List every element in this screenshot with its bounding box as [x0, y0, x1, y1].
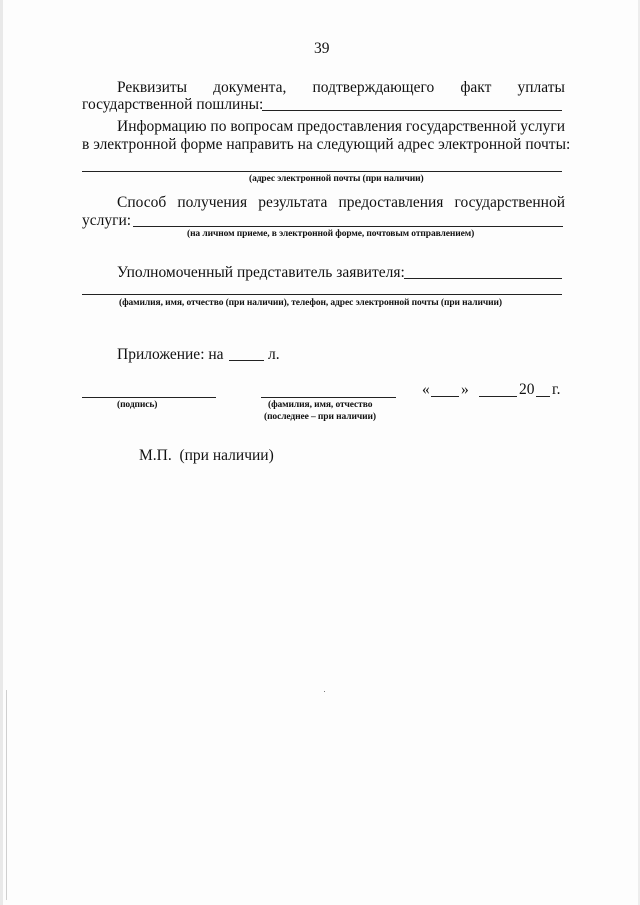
payment-requisites-line1	[117, 79, 565, 97]
payment-word: документа,	[213, 79, 287, 96]
representative-caption: (фамилия, имя, отчество (при наличии), телефон, адрес электронной почты (при наличии)	[119, 298, 502, 308]
payment-word: уплаты	[517, 79, 565, 96]
method-caption: (на личном приеме, в электронной форме, почтовым отправлением)	[187, 229, 475, 239]
attachment-pages-field[interactable]	[229, 360, 264, 361]
name-caption-line1: (фамилия, имя, отчество	[268, 400, 373, 410]
method-line1	[117, 194, 565, 212]
method-word: Способ	[117, 194, 167, 211]
method-word: государственной	[454, 194, 565, 211]
scan-speck	[324, 691, 325, 692]
name-field[interactable]	[261, 397, 396, 398]
payment-word: факт	[460, 79, 492, 96]
scan-left-mark	[6, 690, 7, 900]
email-info-line2: в электронной форме направить на следующий адрес электронной почты:	[82, 136, 571, 153]
payment-requisites-label: государственной пошлины:	[82, 96, 264, 113]
payment-word: Реквизиты	[117, 79, 188, 96]
email-field[interactable]	[82, 171, 562, 172]
signature-field[interactable]	[82, 397, 216, 398]
page-number: 39	[314, 40, 330, 57]
attachment-label: Приложение: на	[117, 346, 224, 363]
method-word: предоставления	[338, 194, 444, 211]
date-month-field[interactable]	[479, 396, 517, 397]
date-quote-close: »	[461, 381, 469, 398]
representative-label: Уполномоченный представитель заявителя:	[117, 264, 405, 281]
date-year-prefix: 20	[519, 381, 535, 398]
stamp-label: М.П. (при наличии)	[139, 447, 274, 464]
payment-requisites-field[interactable]	[262, 110, 562, 111]
scan-left-edge	[0, 0, 3, 905]
email-info-line1: Информацию по вопросам предоставления государственной услуги	[117, 118, 566, 135]
method-field[interactable]	[133, 226, 563, 227]
date-year-suffix: г.	[552, 381, 561, 398]
payment-word: подтверждающего	[312, 79, 435, 96]
name-caption-line2: (последнее – при наличии)	[264, 412, 376, 422]
method-word: получения	[177, 194, 248, 211]
representative-field[interactable]	[404, 278, 562, 279]
email-caption: (адрес электронной почты (при наличии)	[249, 174, 424, 184]
date-day-field[interactable]	[431, 396, 459, 397]
representative-details-field[interactable]	[82, 294, 562, 295]
signature-caption: (подпись)	[117, 400, 158, 410]
attachment-unit: л.	[268, 346, 280, 363]
method-word: результата	[258, 194, 328, 211]
date-quote-open: «	[422, 381, 430, 398]
method-label: услуги:	[82, 212, 132, 229]
date-year-field[interactable]	[536, 396, 550, 397]
